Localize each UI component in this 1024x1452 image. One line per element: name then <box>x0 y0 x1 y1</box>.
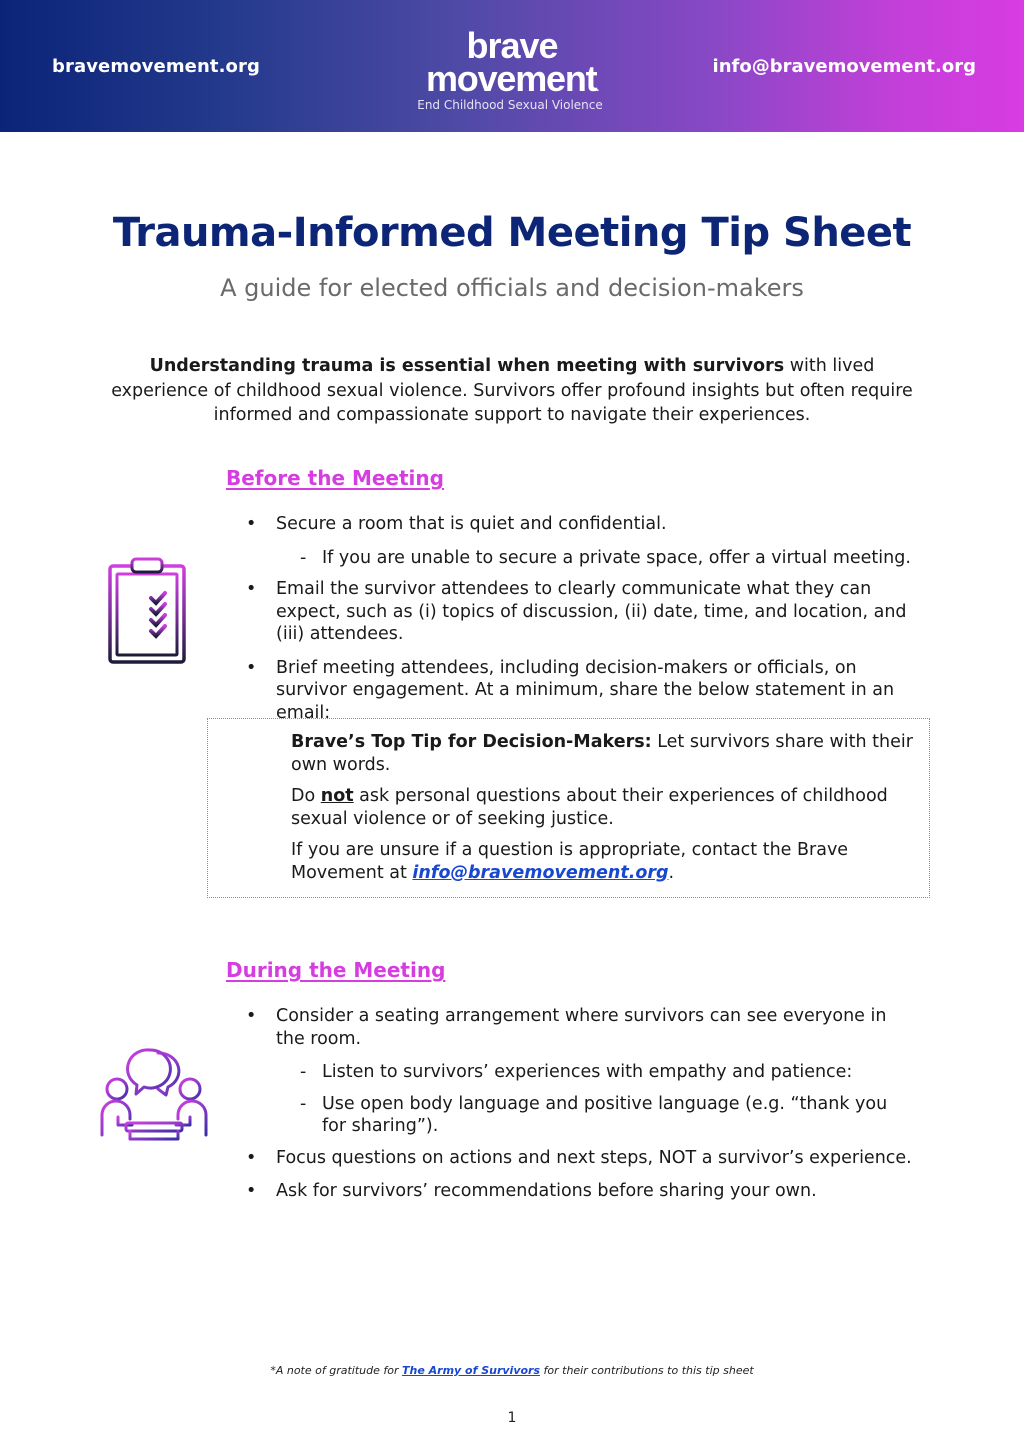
website-link[interactable]: bravemovement.org <box>52 56 260 77</box>
page-subtitle: A guide for elected officials and decision-makers <box>220 274 804 302</box>
intro-rest: with lived experience of childhood sexual violence. Survivors offer profound insights but often require informed and compassionate support to navigate their experiences. <box>111 356 913 425</box>
tip-paragraph-2 <box>291 785 927 830</box>
tip-label: Brave’s Top Tip for Decision-Makers: <box>291 732 652 752</box>
army-of-survivors-link[interactable]: The Army of Survivors <box>402 1364 541 1377</box>
before-meeting-heading: Before the Meeting <box>226 466 444 490</box>
tip-text-3-post: . <box>668 862 675 883</box>
list-item-text: Secure a room that is quiet and confidential. <box>276 514 667 534</box>
list-item <box>246 657 916 725</box>
tip-text-2-post: ask personal questions about their experiences of childhood sexual violence or of seeking justice. <box>291 786 888 829</box>
list-item <box>246 513 916 536</box>
bullet-icon: • <box>246 1147 257 1168</box>
meeting-conversation-icon <box>98 1045 210 1145</box>
tip-text-2-pre: Do <box>291 786 321 806</box>
logo-tagline: End Childhood Sexual Violence <box>417 98 603 112</box>
tip-emphasis-not: not <box>320 786 354 806</box>
clipboard-checklist-icon <box>106 557 188 665</box>
bullet-icon: • <box>246 657 257 678</box>
footnote-pre: *A note of gratitude for <box>270 1364 402 1377</box>
list-subitem <box>246 547 916 570</box>
logo-line-1: brave <box>466 25 558 66</box>
list-item <box>246 1005 916 1050</box>
bullet-icon: • <box>246 514 257 534</box>
bullet-icon: • <box>246 579 257 599</box>
list-item-text: Focus questions on actions and next steps, NOT a survivor’s experience. <box>276 1147 912 1168</box>
list-item-text: Consider a seating arrangement where survivors can see everyone in the room. <box>276 1006 887 1049</box>
list-subitem <box>246 1061 916 1084</box>
list-item-text: Ask for survivors’ recommendations before sharing your own. <box>276 1181 817 1201</box>
intro-bold: Understanding trauma is essential when meeting with survivors <box>149 356 785 376</box>
during-meeting-heading: During the Meeting <box>226 958 446 982</box>
footnote <box>0 1364 1024 1377</box>
dash-icon: - <box>300 1062 307 1082</box>
bullet-icon: • <box>246 1006 257 1026</box>
list-item <box>246 1180 916 1203</box>
list-item <box>246 1147 916 1170</box>
tip-paragraph-3 <box>291 839 927 884</box>
page-number: 1 <box>507 1410 517 1426</box>
during-meeting-list <box>246 1005 916 1214</box>
bullet-icon: • <box>246 1181 257 1201</box>
footnote-post: for their contributions to this tip sheet <box>540 1364 754 1377</box>
tip-email-link[interactable]: info@bravemovement.org <box>412 862 669 883</box>
logo-word-movement: movement <box>425 58 597 99</box>
tip-text-1: Let survivors share with their own words. <box>291 732 913 775</box>
list-item-text: Listen to survivors’ experiences with empathy and patience: <box>322 1062 853 1082</box>
header-banner <box>0 0 1024 132</box>
list-item-text: Brief meeting attendees, including decision-makers or officials, on survivor engagement. At a minimum, share the below statement in an email: <box>276 657 895 723</box>
list-subitem <box>246 1093 916 1138</box>
dash-icon: - <box>300 547 307 568</box>
tip-text-3-pre: If you are unsure if a question is appropriate, contact the Brave Movement at <box>291 840 849 883</box>
list-item <box>246 578 916 646</box>
logo-trademark-dot: . <box>596 83 599 94</box>
before-meeting-list <box>246 513 916 735</box>
list-item-text: Use open body language and positive language (e.g. “thank you for sharing”). <box>322 1093 888 1136</box>
top-tip-box <box>207 718 930 898</box>
page-title: Trauma-Informed Meeting Tip Sheet <box>112 210 912 256</box>
tip-paragraph-1 <box>291 731 927 776</box>
dash-icon: - <box>300 1093 307 1114</box>
header-email-link[interactable]: info@bravemovement.org <box>712 56 976 77</box>
intro-paragraph <box>110 354 914 428</box>
list-item-text: Email the survivor attendees to clearly communicate what they can expect, such as (i) topics of discussion, (ii) date, time, and location, and (iii) attendees. <box>276 579 907 644</box>
list-item-text: If you are unable to secure a private space, offer a virtual meeting. <box>322 547 911 568</box>
